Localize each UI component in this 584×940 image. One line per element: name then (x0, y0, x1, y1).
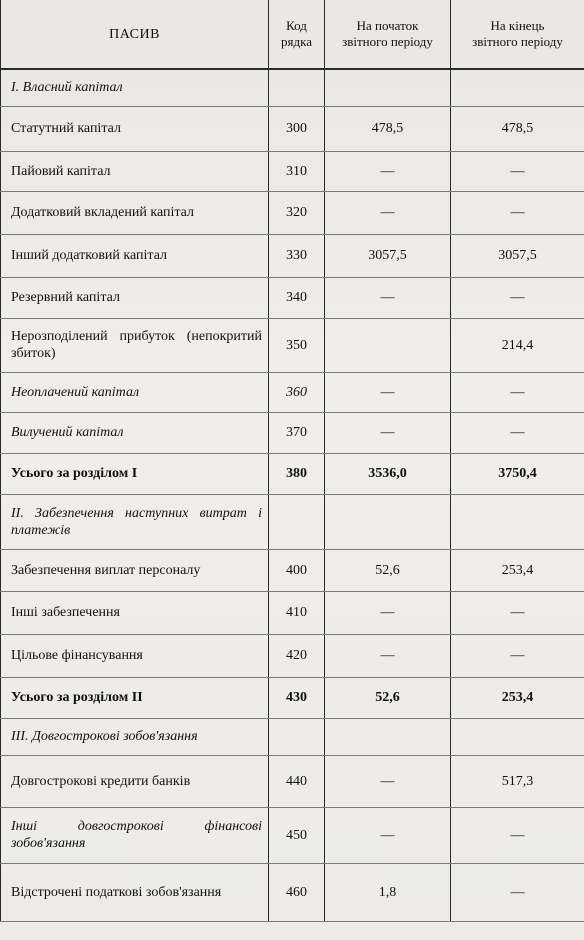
header-end-line1: На кінець (490, 18, 545, 33)
row-code: 370 (269, 412, 325, 453)
table-row (1, 191, 584, 234)
row-begin: — (325, 151, 451, 191)
row-name: Резервний капітал (1, 277, 269, 318)
table-header (1, 0, 584, 69)
row-code: 380 (269, 453, 325, 494)
row-begin (325, 718, 451, 755)
table-row (1, 549, 584, 591)
table-row (1, 755, 584, 807)
row-name: I. Власний капітал (1, 69, 269, 106)
row-end: — (451, 591, 584, 634)
row-code: 410 (269, 591, 325, 634)
table-row (1, 318, 584, 372)
row-end: — (451, 634, 584, 677)
row-end: 3057,5 (451, 234, 584, 277)
row-begin: — (325, 372, 451, 412)
row-end: 253,4 (451, 549, 584, 591)
row-code: 360 (269, 372, 325, 412)
row-name: Інші довгострокові фінансові зобов'язання (1, 807, 269, 863)
row-name: Вилучений капітал (1, 412, 269, 453)
row-end: — (451, 807, 584, 863)
row-code: 300 (269, 106, 325, 151)
row-end: 3750,4 (451, 453, 584, 494)
row-name: Статутний капітал (1, 106, 269, 151)
row-name: Забезпечення виплат персоналу (1, 549, 269, 591)
row-code (269, 718, 325, 755)
row-name: Неоплачений капітал (1, 372, 269, 412)
table-row (1, 234, 584, 277)
row-begin: 1,8 (325, 863, 451, 921)
row-begin: 3057,5 (325, 234, 451, 277)
section-heading-long-term-liabilities (1, 718, 584, 755)
table-row (1, 372, 584, 412)
row-begin: 52,6 (325, 549, 451, 591)
header-begin-line1: На початок (356, 18, 419, 33)
row-name: Відстрочені податкові зобов'язання (1, 863, 269, 921)
row-name: Усього за розділом II (1, 677, 269, 718)
row-code: 400 (269, 549, 325, 591)
table-row (1, 634, 584, 677)
row-name: II. Забезпечення наступних витрат і платежів (1, 494, 269, 549)
row-code: 320 (269, 191, 325, 234)
row-code (269, 69, 325, 106)
header-row-code (269, 0, 325, 69)
row-name: Інші забезпечення (1, 591, 269, 634)
row-begin: — (325, 634, 451, 677)
row-begin: 52,6 (325, 677, 451, 718)
section-heading-equity (1, 69, 584, 106)
row-code: 350 (269, 318, 325, 372)
row-begin: — (325, 277, 451, 318)
table-row-total (1, 677, 584, 718)
row-code: 330 (269, 234, 325, 277)
row-name: Пайовий капітал (1, 151, 269, 191)
header-begin-line2: звітного періоду (342, 34, 433, 49)
row-begin (325, 318, 451, 372)
row-end: — (451, 863, 584, 921)
row-code: 440 (269, 755, 325, 807)
table-row (1, 277, 584, 318)
row-code: 340 (269, 277, 325, 318)
row-name: Інший додатковий капітал (1, 234, 269, 277)
table-row (1, 807, 584, 863)
row-end: — (451, 372, 584, 412)
row-begin (325, 494, 451, 549)
row-code: 420 (269, 634, 325, 677)
row-end: 517,3 (451, 755, 584, 807)
table-row (1, 151, 584, 191)
header-pasyv: ПАСИВ (1, 0, 269, 69)
row-name: Довгострокові кредити банків (1, 755, 269, 807)
header-code-line2: рядка (281, 34, 312, 49)
header-end-period (451, 0, 584, 69)
row-end: 214,4 (451, 318, 584, 372)
row-begin: 3536,0 (325, 453, 451, 494)
row-name: III. Довгострокові зобов'язання (1, 718, 269, 755)
row-end: — (451, 191, 584, 234)
row-end (451, 494, 584, 549)
row-end: 478,5 (451, 106, 584, 151)
row-end: — (451, 277, 584, 318)
table-row (1, 106, 584, 151)
row-begin: — (325, 591, 451, 634)
row-begin: — (325, 412, 451, 453)
row-code: 450 (269, 807, 325, 863)
row-code: 310 (269, 151, 325, 191)
row-name: Цільове фінансування (1, 634, 269, 677)
row-code (269, 494, 325, 549)
table-row (1, 412, 584, 453)
header-code-line1: Код (286, 18, 307, 33)
row-name: Усього за розділом I (1, 453, 269, 494)
row-end: 253,4 (451, 677, 584, 718)
row-begin: — (325, 807, 451, 863)
row-name: Нерозподілений прибуток (непокритий збиток) (1, 318, 269, 372)
row-begin: — (325, 755, 451, 807)
row-begin: — (325, 191, 451, 234)
row-end (451, 69, 584, 106)
row-begin (325, 69, 451, 106)
row-begin: 478,5 (325, 106, 451, 151)
row-end (451, 718, 584, 755)
table-row (1, 863, 584, 921)
table-body (1, 69, 584, 921)
row-end: — (451, 151, 584, 191)
row-code: 430 (269, 677, 325, 718)
table-row-total (1, 453, 584, 494)
row-end: — (451, 412, 584, 453)
row-name: Додатковий вкладений капітал (1, 191, 269, 234)
section-heading-provisions (1, 494, 584, 549)
table-row (1, 591, 584, 634)
row-code: 460 (269, 863, 325, 921)
header-begin-period (325, 0, 451, 69)
header-end-line2: звітного періоду (472, 34, 563, 49)
